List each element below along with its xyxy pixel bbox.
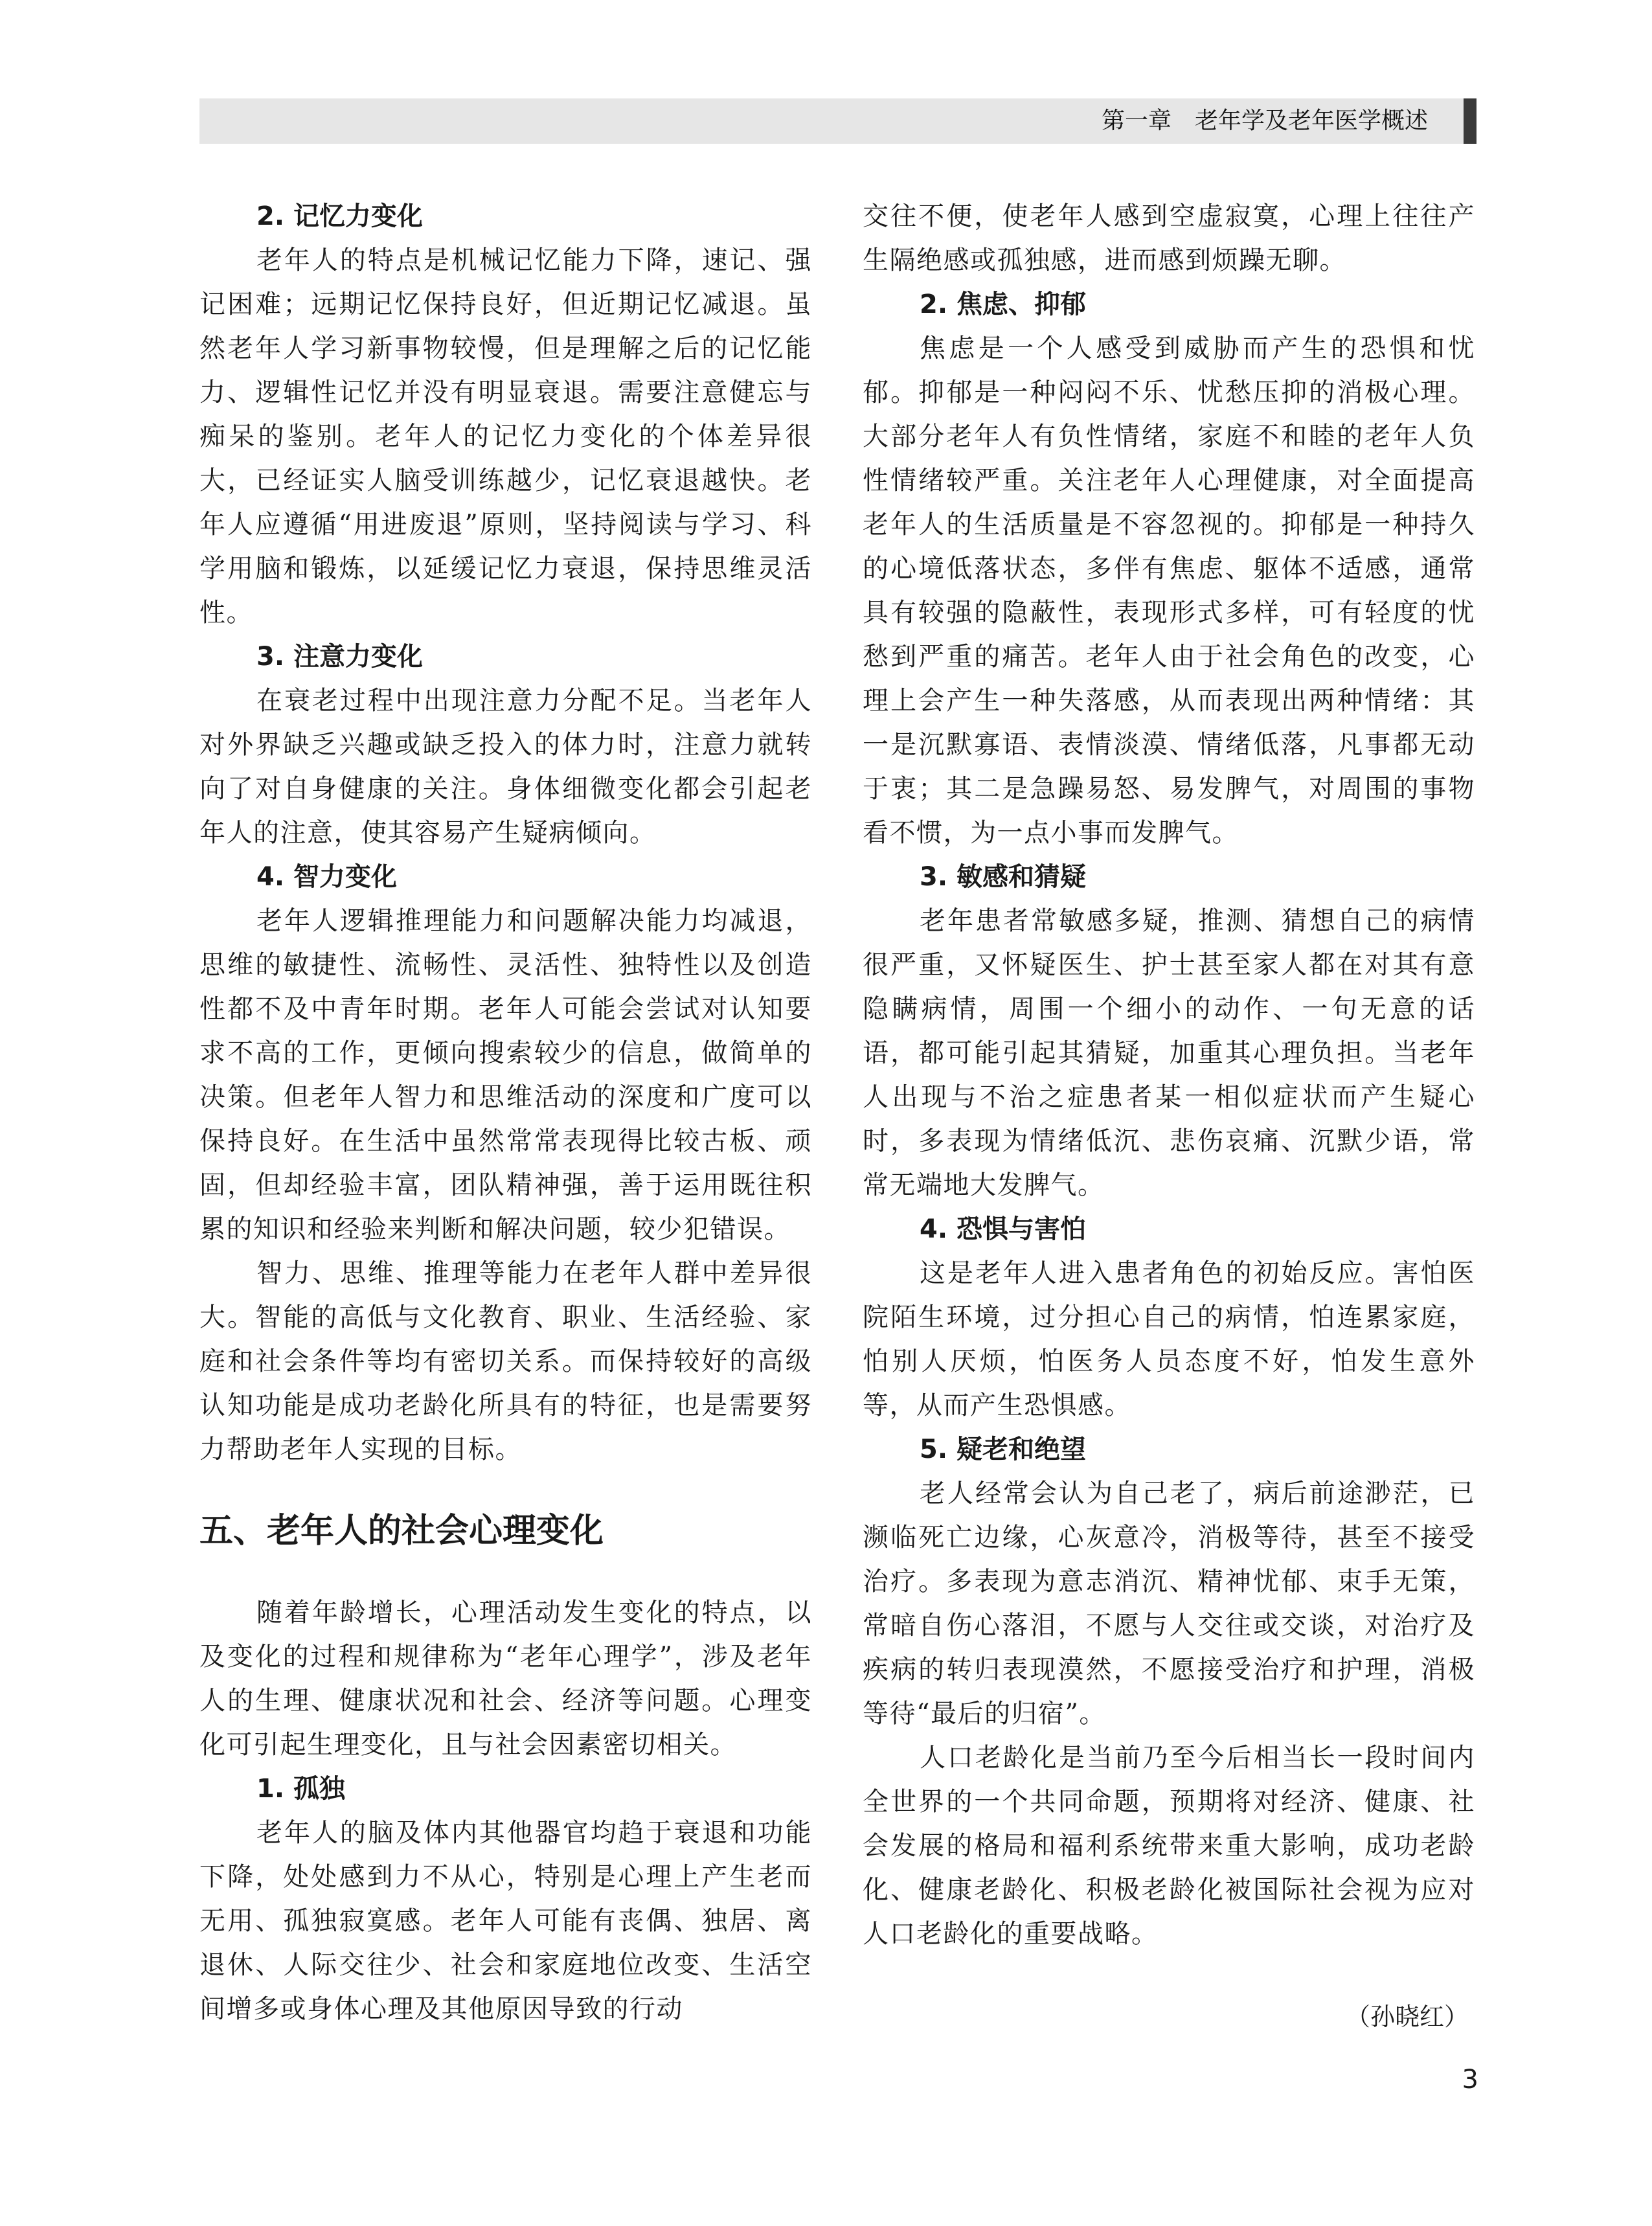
header-accent-mark — [1464, 98, 1477, 144]
paragraph-loneliness-continued: 交往不便，使老年人感到空虚寂寞，心理上往往产生隔绝感或孤独感，进而感到烦躁无聊。 — [863, 201, 1475, 275]
paragraph-intelligence-1: 老年人逻辑推理能力和问题解决能力均减退，思维的敏捷性、流畅性、灵活性、独特性以及创造性都不及中青年时期。老年人可能会尝试对认知要求不高的工作，更倾向搜索较少的信息，做简单的决策。但老年人智力和思维活动的深度和广度可以保持良好。在生活中虽然常常表现得比较古板、顽固，但却经验丰富，团队精神强，善于运用既往积累的知识和经验来判断和解决问题，较少犯错误。 — [199, 906, 812, 1244]
subheading-despair: 5. 疑老和绝望 — [920, 1435, 1086, 1464]
section-heading-social-psychology: 五、老年人的社会心理变化 — [199, 1512, 604, 1550]
paragraph-social-intro: 随着年龄增长，心理活动发生变化的特点，以及变化的过程和规律称为“老年心理学”，涉及老年人的生理、健康状况和社会、经济等问题。心理变化可引起生理变化，且与社会因素密切相关。 — [199, 1598, 812, 1760]
paragraph-despair: 老人经常会认为自己老了，病后前途渺茫，已濒临死亡边缘，心灰意冷，消极等待，甚至不接受治疗。多表现为意志消沉、精神忧郁、束手无策，常暗自伤心落泪，不愿与人交往或交谈，对治疗及疾病的转归表现漠然，不愿接受治疗和护理，消极等待“最后的归宿”。 — [863, 1479, 1475, 1729]
paragraph-fear: 这是老年人进入患者角色的初始反应。害怕医院陌生环境，过分担心自己的病情，怕连累家庭，怕别人厌烦，怕医务人员态度不好，怕发生意外等，从而产生恐惧感。 — [863, 1258, 1475, 1420]
paragraph-attention: 在衰老过程中出现注意力分配不足。当老年人对外界缺乏兴趣或缺乏投入的体力时，注意力就转向了对自身健康的关注。身体细微变化都会引起老年人的注意，使其容易产生疑病倾向。 — [199, 686, 812, 848]
subheading-attention: 3. 注意力变化 — [256, 642, 423, 672]
subheading-loneliness: 1. 孤独 — [256, 1774, 345, 1804]
left-column — [199, 194, 812, 2031]
paragraph-aging-strategy: 人口老龄化是当前乃至今后相当长一段时间内全世界的一个共同命题，预期将对经济、健康、社会发展的格局和福利系统带来重大影响，成功老龄化、健康老龄化、积极老龄化被国际社会视为应对人口老龄化的重要战略。 — [863, 1743, 1475, 1949]
right-column — [863, 194, 1475, 2039]
paragraph-anxiety-depression: 焦虑是一个人感受到威胁而产生的恐惧和忧郁。抑郁是一种闷闷不乐、忧愁压抑的消极心理。大部分老年人有负性情绪，家庭不和睦的老年人负性情绪较严重。关注老年人心理健康，对全面提高老年人的生活质量是不容忽视的。抑郁是一种持久的心境低落状态，多伴有焦虑、躯体不适感，通常具有较强的隐蔽性，表现形式多样，可有轻度的忧愁到严重的痛苦。老年人由于社会角色的改变，心理上会产生一种失落感，从而表现出两种情绪：其一是沉默寡语、表情淡漠、情绪低落，凡事都无动于衷；其二是急躁易怒、易发脾气，对周围的事物看不惯，为一点小事而发脾气。 — [863, 334, 1475, 848]
subheading-sensitivity: 3. 敏感和猜疑 — [920, 862, 1086, 892]
paragraph-memory: 老年人的特点是机械记忆能力下降，速记、强记困难；远期记忆保持良好，但近期记忆减退。虽然老年人学习新事物较慢，但是理解之后的记忆能力、逻辑性记忆并没有明显衰退。需要注意健忘与痴呆的鉴别。老年人的记忆力变化的个体差异很大，已经证实人脑受训练越少，记忆衰退越快。老年人应遵循“用进废退”原则，坚持阅读与学习、科学用脑和锻炼，以延缓记忆力衰退，保持思维灵活性。 — [199, 245, 812, 628]
paragraph-sensitivity: 老年患者常敏感多疑，推测、猜想自己的病情很严重，又怀疑医生、护士甚至家人都在对其有意隐瞒病情，周围一个细小的动作、一句无意的话语，都可能引起其猜疑，加重其心理负担。当老年人出现与不治之症患者某一相似症状而产生疑心时，多表现为情绪低沉、悲伤哀痛、沉默少语，常常无端地大发脾气。 — [863, 906, 1475, 1200]
subheading-memory: 2. 记忆力变化 — [256, 201, 423, 231]
paragraph-loneliness: 老年人的脑及体内其他器官均趋于衰退和功能下降，处处感到力不从心，特别是心理上产生老而无用、孤独寂寞感。老年人可能有丧偶、独居、离退休、人际交往少、社会和家庭地位改变、生活空间增多或身体心理及其他原因导致的行动 — [199, 1818, 812, 2024]
chapter-header: 第一章 老年学及老年医学概述 — [1101, 108, 1428, 134]
author-credit: （孙晓红） — [1345, 2003, 1469, 2031]
paragraph-intelligence-2: 智力、思维、推理等能力在老年人群中差异很大。智能的高低与文化教育、职业、生活经验、家庭和社会条件等均有密切关系。而保持较好的高级认知功能是成功老龄化所具有的特征，也是需要努力帮助老年人实现的目标。 — [199, 1258, 812, 1464]
page-number: 3 — [1462, 2065, 1478, 2095]
subheading-intelligence: 4. 智力变化 — [256, 862, 397, 892]
subheading-anxiety-depression: 2. 焦虑、抑郁 — [920, 290, 1086, 319]
subheading-fear: 4. 恐惧与害怕 — [920, 1214, 1086, 1244]
